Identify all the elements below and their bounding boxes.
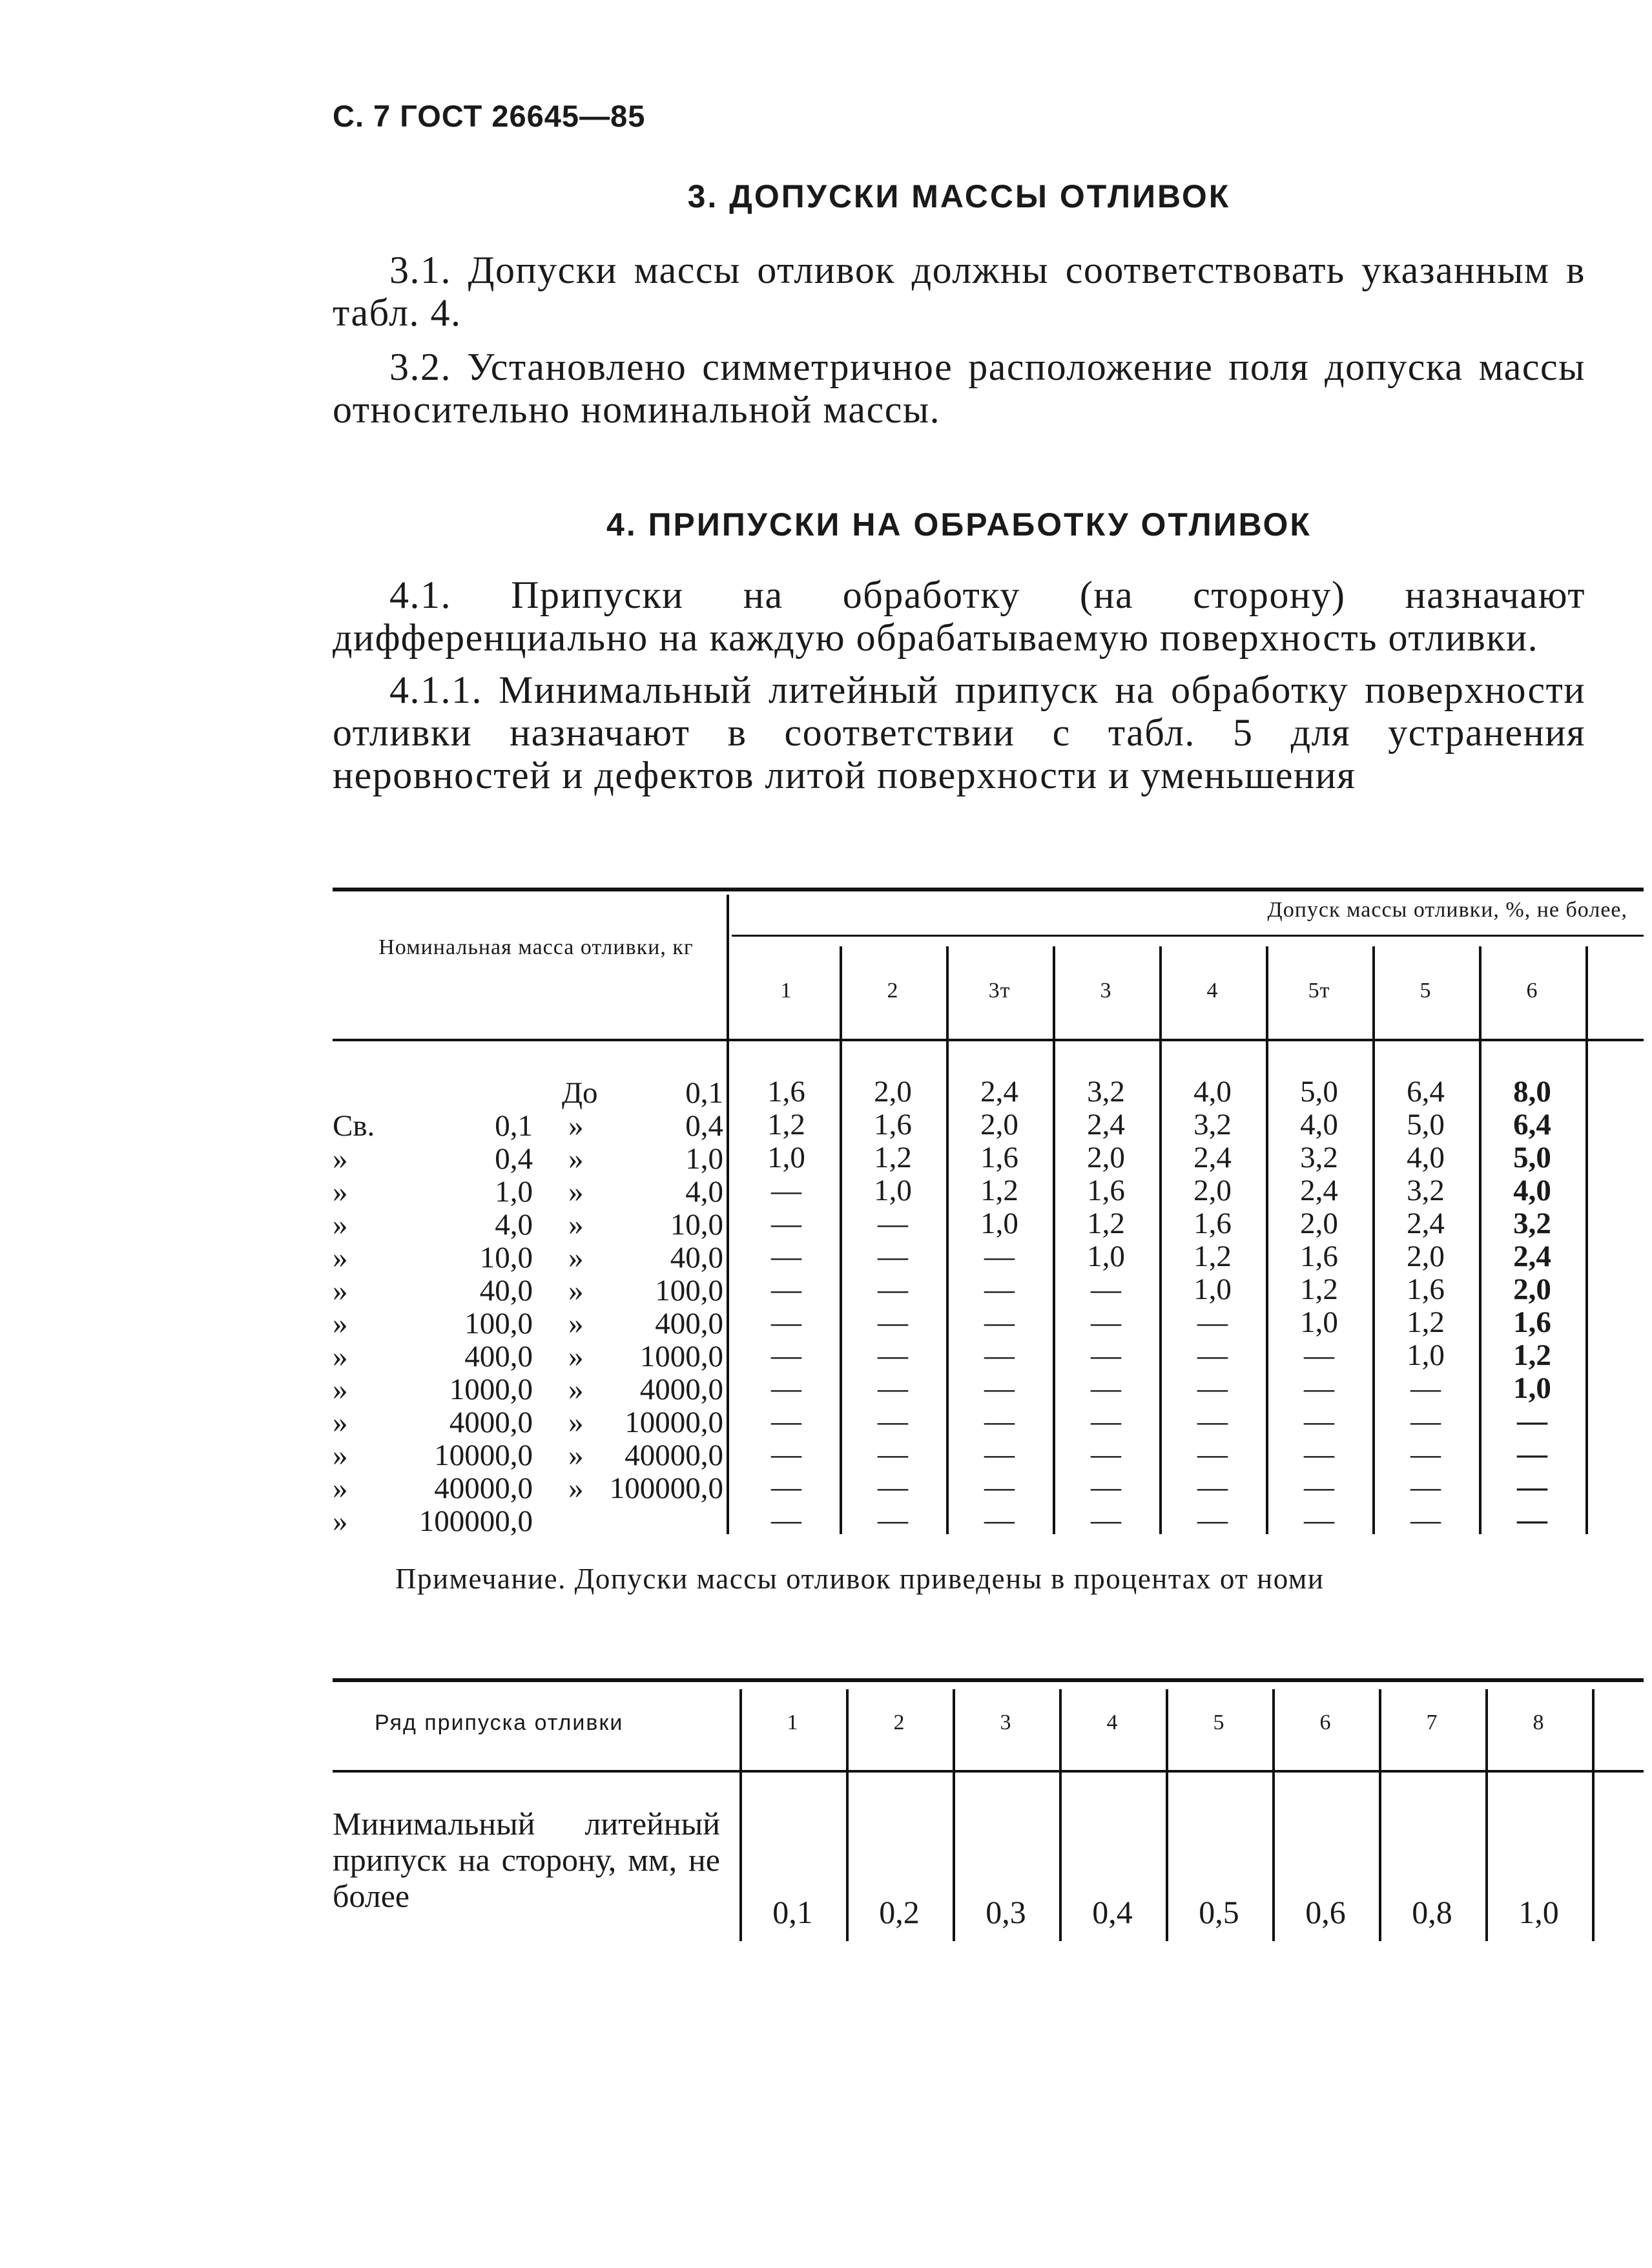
- paragraph-3-2-text: 3.2. Установлено симметричное расположение поля допуска массы относительно номинальной массы.: [333, 346, 1585, 431]
- table-4-top-rule: [333, 888, 1644, 891]
- tolerance-value: —: [1410, 1404, 1441, 1438]
- tolerance-value: 2,0: [1513, 1273, 1551, 1306]
- tolerance-header: Допуск массы отливки, %, не более,: [1267, 898, 1627, 922]
- mass-row-prefix: »: [333, 1274, 348, 1307]
- tolerance-value: 1,6: [980, 1141, 1018, 1174]
- mass-separator: »: [568, 1175, 584, 1209]
- mass-from: 4000,0: [449, 1406, 533, 1439]
- tolerance-value: —: [1197, 1470, 1228, 1504]
- tolerance-value: 5,0: [1513, 1141, 1551, 1174]
- tolerance-value: 1,6: [1513, 1306, 1551, 1339]
- tolerance-value: —: [1091, 1503, 1121, 1537]
- tolerance-value: 1,0: [980, 1207, 1018, 1240]
- mass-from: 0,4: [495, 1142, 533, 1176]
- paragraph-3-1: [333, 249, 1585, 334]
- tolerance-value: —: [878, 1338, 908, 1372]
- paragraph-3-1-text: 3.1. Допуски массы отливок должны соответствовать указанным в табл. 4.: [333, 249, 1585, 334]
- tolerance-class-4: 3: [1100, 979, 1112, 1003]
- tolerance-value: 1,6: [1407, 1273, 1445, 1306]
- mass-to: 0,4: [685, 1109, 723, 1143]
- tolerance-value: —: [771, 1273, 801, 1306]
- allowance-row-5: 5: [1213, 1711, 1225, 1734]
- tolerance-value: —: [878, 1503, 908, 1537]
- tolerance-value: —: [1517, 1437, 1547, 1471]
- mass-separator: До: [562, 1076, 598, 1110]
- tolerance-value: —: [984, 1470, 1015, 1504]
- table-4-subheader-rule: [732, 935, 1644, 937]
- allowance-row-8: 8: [1533, 1711, 1545, 1734]
- allowance-row-header: Ряд припуска отливки: [375, 1711, 624, 1735]
- tolerance-value: 1,2: [767, 1108, 805, 1141]
- tolerance-value: —: [1091, 1338, 1121, 1372]
- mass-from: 10000,0: [434, 1439, 533, 1472]
- tolerance-value: 2,0: [1087, 1141, 1125, 1174]
- mass-row-prefix: »: [333, 1340, 348, 1373]
- tolerance-value: —: [878, 1371, 908, 1405]
- tolerance-value: —: [771, 1437, 801, 1471]
- min-allowance-value: 0,3: [986, 1894, 1026, 1930]
- tolerance-value: —: [771, 1306, 801, 1339]
- section-4-title: 4. ПРИПУСКИ НА ОБРАБОТКУ ОТЛИВОК: [606, 506, 1312, 543]
- tolerance-value: —: [878, 1240, 908, 1273]
- tolerance-value: —: [984, 1338, 1015, 1372]
- tolerance-value: —: [1091, 1306, 1121, 1339]
- min-allowance-value: 0,1: [772, 1894, 813, 1930]
- tolerance-value: 1,6: [1087, 1174, 1125, 1207]
- table-4-divider-line: [727, 895, 729, 1534]
- tolerance-value: —: [1304, 1470, 1334, 1504]
- mass-separator: »: [568, 1340, 584, 1373]
- tolerance-class-5: 4: [1206, 979, 1219, 1003]
- mass-row-prefix: »: [333, 1241, 348, 1274]
- tolerance-value: —: [1197, 1437, 1228, 1471]
- paragraph-4-1-1-text: 4.1.1. Минимальный литейный припуск на обработку поверхности отливки назначают в соответствии с табл. 5 для устранения неровностей и дефектов литой поверхности и уменьшения: [333, 669, 1585, 796]
- tolerance-class-3: 3т: [988, 979, 1011, 1003]
- tolerance-value: —: [1410, 1503, 1441, 1537]
- allowance-row-7: 7: [1426, 1711, 1438, 1734]
- mass-separator: »: [568, 1241, 584, 1274]
- tolerance-value: 2,0: [1300, 1207, 1338, 1240]
- table-5-column-line: [1592, 1689, 1595, 1941]
- tolerance-value: —: [1197, 1404, 1228, 1438]
- tolerance-value: —: [1410, 1437, 1441, 1471]
- tolerance-value: —: [1517, 1470, 1547, 1504]
- tolerance-value: 2,4: [1087, 1108, 1125, 1141]
- tolerance-value: 3,2: [1193, 1108, 1232, 1141]
- allowance-row-3: 3: [1000, 1711, 1012, 1734]
- tolerance-value: —: [878, 1273, 908, 1306]
- mass-separator: »: [568, 1406, 584, 1439]
- mass-row-prefix: »: [333, 1504, 348, 1538]
- mass-to: 0,1: [685, 1076, 723, 1110]
- tolerance-value: 1,0: [874, 1174, 912, 1207]
- tolerance-value: —: [1304, 1338, 1334, 1372]
- tolerance-value: —: [984, 1240, 1015, 1273]
- tolerance-value: 1,2: [1193, 1240, 1232, 1273]
- tolerance-value: 1,0: [1193, 1273, 1232, 1306]
- mass-to: 100,0: [655, 1274, 723, 1307]
- tolerance-value: —: [771, 1338, 801, 1372]
- tolerance-value: —: [1304, 1371, 1334, 1405]
- tolerance-value: —: [1197, 1338, 1228, 1372]
- section-3-title: 3. ДОПУСКИ МАССЫ ОТЛИВОК: [687, 178, 1231, 214]
- tolerance-value: 2,4: [1407, 1207, 1445, 1240]
- tolerance-value: 1,0: [1300, 1306, 1338, 1339]
- mass-to: 40000,0: [625, 1439, 723, 1472]
- tolerance-value: 2,4: [1193, 1141, 1232, 1174]
- tolerance-value: 2,0: [874, 1075, 912, 1108]
- tolerance-value: —: [1410, 1371, 1441, 1405]
- tolerance-value: —: [1091, 1437, 1121, 1471]
- allowance-row-6: 6: [1319, 1711, 1332, 1734]
- tolerance-value: —: [1091, 1404, 1121, 1438]
- page-header: С. 7 ГОСТ 26645—85: [333, 99, 646, 133]
- mass-row-prefix: Св.: [333, 1109, 375, 1143]
- mass-row-prefix: »: [333, 1472, 348, 1505]
- tolerance-value: —: [771, 1470, 801, 1504]
- mass-from: 100000,0: [418, 1504, 533, 1538]
- mass-separator: »: [568, 1109, 584, 1143]
- tolerance-value: 2,0: [1407, 1240, 1445, 1273]
- tolerance-value: —: [1304, 1503, 1334, 1537]
- mass-separator: »: [568, 1142, 584, 1176]
- tolerance-value: 1,6: [767, 1075, 805, 1108]
- mass-to: 10000,0: [625, 1406, 723, 1439]
- tolerance-value: 4,0: [1193, 1075, 1232, 1108]
- tolerance-value: —: [771, 1174, 801, 1207]
- min-allowance-label: Минимальный литейный припуск на сторону, мм, не более: [333, 1805, 720, 1914]
- mass-row-prefix: »: [333, 1175, 348, 1209]
- min-allowance-value: 0,2: [879, 1894, 920, 1930]
- tolerance-value: 4,0: [1407, 1141, 1445, 1174]
- tolerance-value: —: [984, 1503, 1015, 1537]
- tolerance-class-1: 1: [780, 979, 792, 1003]
- mass-row-prefix: »: [333, 1208, 348, 1242]
- paragraph-3-2: [333, 346, 1585, 431]
- mass-to: 400,0: [655, 1307, 723, 1340]
- table-4-header-rule: [333, 1039, 1644, 1041]
- tolerance-value: 1,0: [767, 1141, 805, 1174]
- tolerance-value: 1,6: [1193, 1207, 1232, 1240]
- tolerance-value: —: [771, 1240, 801, 1273]
- tolerance-value: 6,4: [1513, 1108, 1551, 1141]
- table-5-top-rule: [333, 1678, 1644, 1682]
- mass-separator: »: [568, 1373, 584, 1406]
- tolerance-value: 2,4: [1300, 1174, 1338, 1207]
- tolerance-value: 2,4: [980, 1075, 1018, 1108]
- tolerance-value: 8,0: [1513, 1075, 1551, 1108]
- mass-to: 100000,0: [609, 1472, 723, 1505]
- min-allowance-value: 0,5: [1199, 1894, 1239, 1930]
- tolerance-value: —: [1091, 1273, 1121, 1306]
- tolerance-value: 1,0: [1087, 1240, 1125, 1273]
- table-5-header-rule: [333, 1770, 1644, 1773]
- tolerance-value: —: [1091, 1371, 1121, 1405]
- tolerance-value: 3,2: [1300, 1141, 1338, 1174]
- tolerance-value: 1,0: [1407, 1338, 1445, 1372]
- tolerance-value: 5,0: [1300, 1075, 1338, 1108]
- mass-from: 4,0: [495, 1208, 533, 1242]
- tolerance-value: —: [878, 1306, 908, 1339]
- tolerance-value: 1,6: [1300, 1240, 1338, 1273]
- mass-separator: »: [568, 1439, 584, 1472]
- tolerance-value: —: [1197, 1306, 1228, 1339]
- min-allowance-value: 0,8: [1412, 1894, 1452, 1930]
- mass-from: 400,0: [464, 1340, 533, 1373]
- tolerance-value: —: [771, 1503, 801, 1537]
- tolerance-value: —: [878, 1207, 908, 1240]
- tolerance-value: —: [984, 1273, 1015, 1306]
- mass-from: 40000,0: [434, 1472, 533, 1505]
- min-allowance-value: 0,4: [1092, 1894, 1133, 1930]
- mass-row-prefix: »: [333, 1373, 348, 1406]
- tolerance-value: —: [878, 1437, 908, 1471]
- tolerance-value: 1,2: [1300, 1273, 1338, 1306]
- allowance-row-4: 4: [1106, 1711, 1119, 1734]
- mass-from: 40,0: [479, 1274, 533, 1307]
- tolerance-value: —: [878, 1404, 908, 1438]
- tolerance-value: —: [1410, 1470, 1441, 1504]
- paragraph-4-1-text: 4.1. Припуски на обработку (на сторону) назначают дифференциально на каждую обрабатываемую поверхность отливки.: [333, 574, 1585, 659]
- tolerance-value: —: [1197, 1371, 1228, 1405]
- mass-to: 4,0: [685, 1175, 723, 1209]
- tolerance-value: —: [1197, 1503, 1228, 1537]
- tolerance-value: 3,2: [1513, 1207, 1551, 1240]
- tolerance-value: —: [771, 1404, 801, 1438]
- mass-separator: »: [568, 1307, 584, 1340]
- mass-separator: »: [568, 1472, 584, 1505]
- tolerance-value: 3,2: [1087, 1075, 1125, 1108]
- mass-to: 1,0: [685, 1142, 723, 1176]
- tolerance-value: 1,2: [980, 1174, 1018, 1207]
- tolerance-value: 1,2: [874, 1141, 912, 1174]
- tolerance-value: —: [771, 1207, 801, 1240]
- tolerance-value: —: [771, 1371, 801, 1405]
- mass-to: 4000,0: [639, 1373, 723, 1406]
- tolerance-value: 1,2: [1513, 1338, 1551, 1372]
- mass-row-prefix: »: [333, 1406, 348, 1439]
- tolerance-value: 4,0: [1300, 1108, 1338, 1141]
- tolerance-class-8: 6: [1526, 979, 1538, 1003]
- table-4-column-line: [1585, 946, 1588, 1534]
- tolerance-value: 1,0: [1513, 1371, 1551, 1405]
- tolerance-value: 1,6: [874, 1108, 912, 1141]
- tolerance-value: —: [984, 1371, 1015, 1405]
- tolerance-value: —: [1304, 1404, 1334, 1438]
- allowance-row-2: 2: [893, 1711, 905, 1734]
- tolerance-value: —: [984, 1437, 1015, 1471]
- mass-to: 1000,0: [639, 1340, 723, 1373]
- mass-from: 1,0: [495, 1175, 533, 1209]
- min-allowance-value: 1,0: [1518, 1894, 1559, 1930]
- mass-from: 0,1: [495, 1109, 533, 1143]
- tolerance-value: —: [878, 1470, 908, 1504]
- paragraph-4-1-1: [333, 669, 1585, 796]
- mass-row-prefix: »: [333, 1307, 348, 1340]
- min-allowance-value: 0,6: [1305, 1894, 1346, 1930]
- mass-from: 10,0: [479, 1241, 533, 1274]
- mass-separator: »: [568, 1274, 584, 1307]
- tolerance-value: —: [1517, 1404, 1547, 1438]
- mass-to: 40,0: [670, 1241, 723, 1274]
- tolerance-value: 3,2: [1407, 1174, 1445, 1207]
- table-4-note: Примечание. Допуски массы отливок приведены в процентах от номи: [395, 1563, 1325, 1595]
- allowance-row-1: 1: [787, 1711, 799, 1734]
- tolerance-class-6: 5т: [1308, 979, 1330, 1003]
- mass-to: 10,0: [670, 1208, 723, 1242]
- tolerance-value: —: [984, 1306, 1015, 1339]
- tolerance-value: 5,0: [1407, 1108, 1445, 1141]
- mass-row-prefix: »: [333, 1439, 348, 1472]
- tolerance-value: —: [984, 1404, 1015, 1438]
- mass-row-prefix: »: [333, 1142, 348, 1176]
- tolerance-class-2: 2: [887, 979, 899, 1003]
- tolerance-value: 6,4: [1407, 1075, 1445, 1108]
- tolerance-value: 2,0: [980, 1108, 1018, 1141]
- tolerance-value: —: [1091, 1470, 1121, 1504]
- mass-from: 100,0: [464, 1307, 533, 1340]
- tolerance-value: —: [1304, 1437, 1334, 1471]
- tolerance-value: 4,0: [1513, 1174, 1551, 1207]
- tolerance-value: 1,2: [1087, 1207, 1125, 1240]
- tolerance-value: —: [1517, 1503, 1547, 1537]
- paragraph-4-1: [333, 574, 1585, 659]
- tolerance-class-7: 5: [1420, 979, 1432, 1003]
- mass-header: Номинальная масса отливки, кг: [378, 935, 694, 959]
- tolerance-value: 2,0: [1193, 1174, 1232, 1207]
- tolerance-value: 1,2: [1407, 1306, 1445, 1339]
- mass-separator: »: [568, 1208, 584, 1242]
- tolerance-value: 2,4: [1513, 1240, 1551, 1273]
- mass-from: 1000,0: [449, 1373, 533, 1406]
